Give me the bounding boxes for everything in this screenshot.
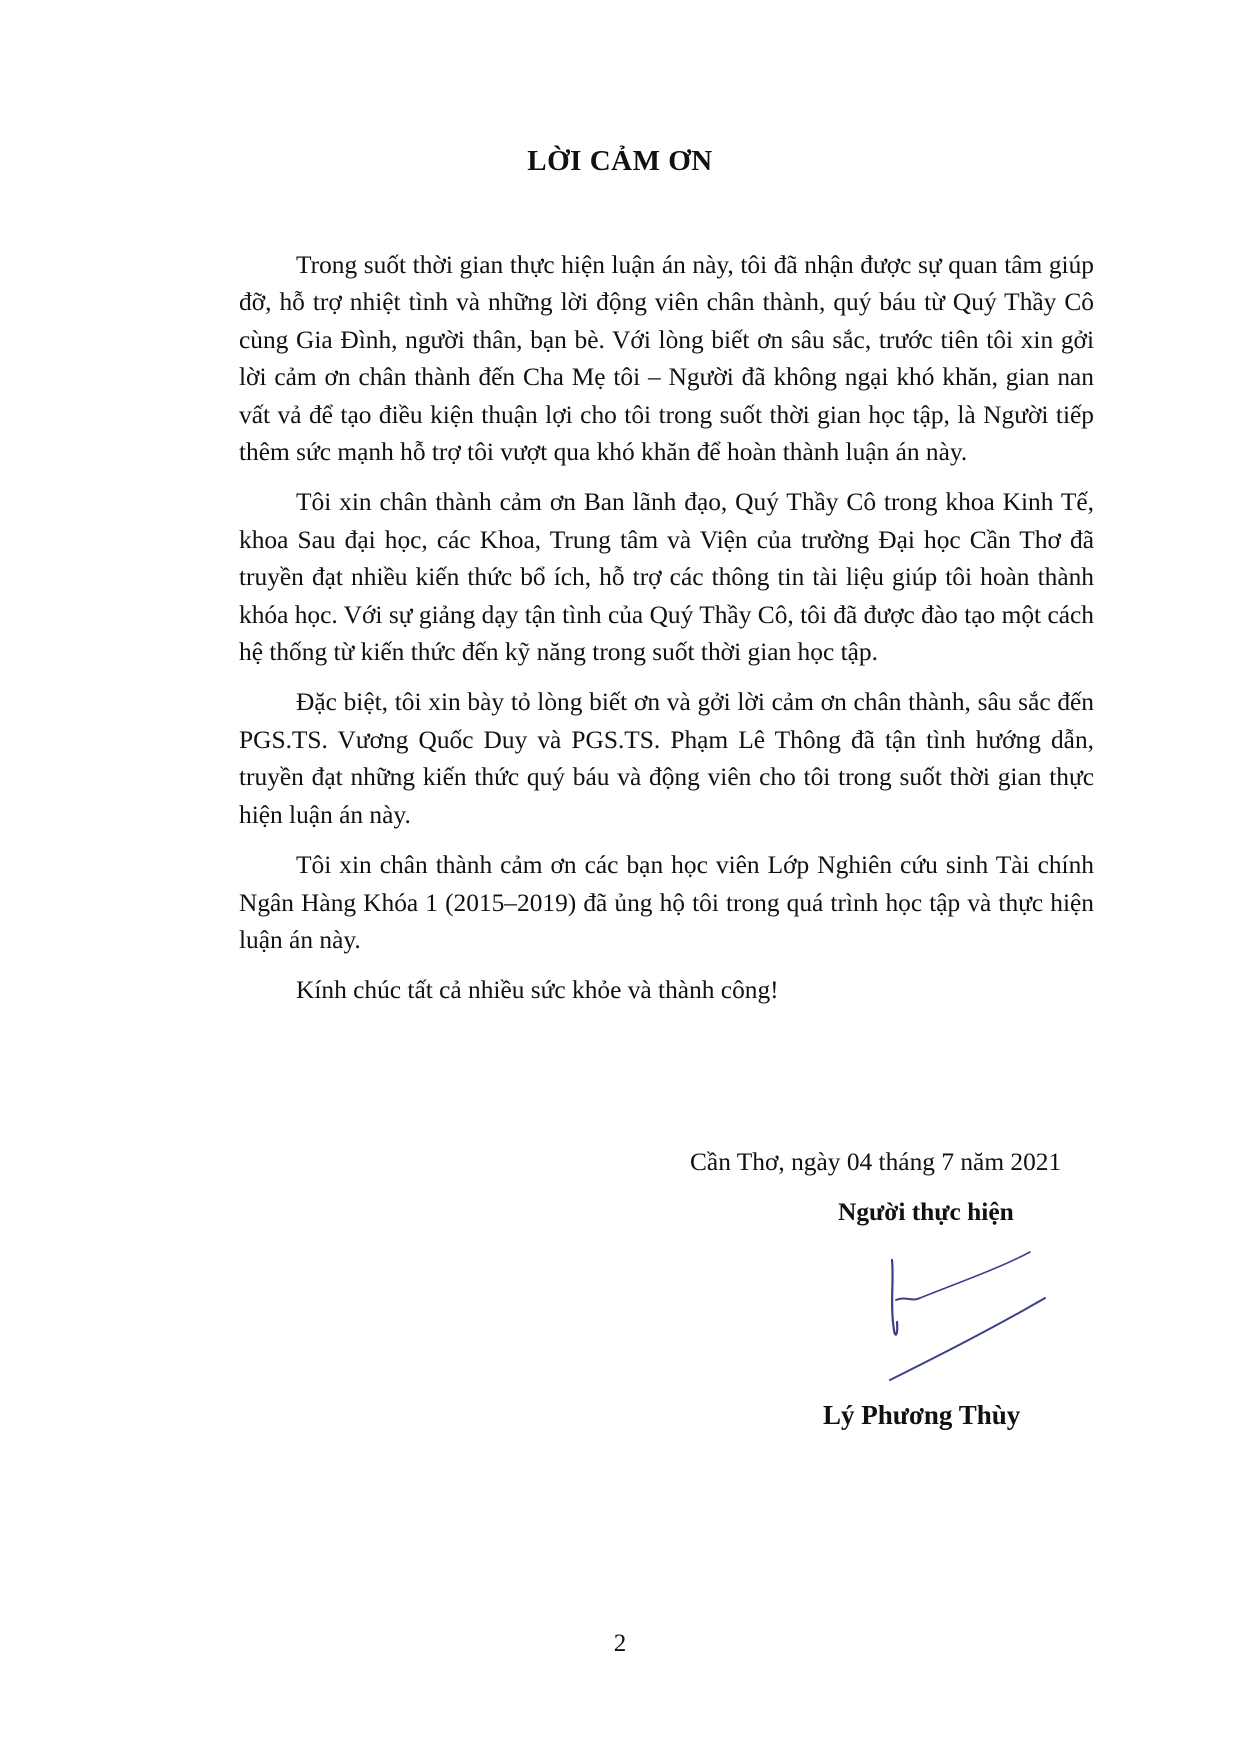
date-line: Cần Thơ, ngày 04 tháng 7 năm 2021 [690,1148,1062,1176]
paragraph-2: Tôi xin chân thành cảm ơn Ban lãnh đạo, Quý Thầy Cô trong khoa Kinh Tế, khoa Sau đại học, các Khoa, Trung tâm và Viện của trường Đại học Cần Thơ đã truyền đạt nhiều kiến thức bổ ích, hỗ trợ các thông tin tài liệu giúp tôi hoàn thành khóa học. Với sự giảng dạy tận tình của Quý Thầy Cô, tôi đã được đào tạo một cách hệ thống từ kiến thức đến kỹ năng trong suốt thời gian học tập. [239,488,1094,667]
signer-name: Lý Phương Thùy [823,1400,1021,1430]
page-title: LỜI CẢM ƠN [527,145,713,177]
page-number: 2 [613,1630,627,1657]
paragraph-5: Kính chúc tất cả nhiều sức khỏe và thành công! [296,976,779,1005]
paragraph-4: Tôi xin chân thành cảm ơn các bạn học viên Lớp Nghiên cứu sinh Tài chính Ngân Hàng Khóa 1 (2015–2019) đã ủng hộ tôi trong quá trình học tập và thực hiện luận án này. [239,851,1094,954]
handwritten-signature [880,1250,1050,1390]
paragraph-3: Đặc biệt, tôi xin bày tỏ lòng biết ơn và gởi lời cảm ơn chân thành, sâu sắc đến PGS.TS. Vương Quốc Duy và PGS.TS. Phạm Lê Thông đã tận tình hướng dẫn, truyền đạt những kiến thức quý báu và động viên cho tôi trong suốt thời gian thực hiện luận án này. [239,688,1094,829]
signature-stroke-vertical [892,1260,897,1335]
paragraph-1: Trong suốt thời gian thực hiện luận án này, tôi đã nhận được sự quan tâm giúp đỡ, hỗ trợ nhiệt tình và những lời động viên chân thành, quý báu từ Quý Thầy Cô cùng Gia Đình, người thân, bạn bè. Với lòng biết ơn sâu sắc, trước tiên tôi xin gởi lời cảm ơn chân thành đến Cha Mẹ tôi – Người đã không ngại khó khăn, gian nan vất vả để tạo điều kiện thuận lợi cho tôi trong suốt thời gian học tập, là Người tiếp thêm sức mạnh hỗ trợ tôi vượt qua khó khăn để hoàn thành luận án này. [239,251,1094,467]
signature-stroke-lower [890,1298,1045,1380]
signature-stroke-upper [920,1252,1030,1298]
acknowledgement-body [239,247,1094,1023]
signature-stroke-hook [896,1298,920,1300]
signer-role: Người thực hiện [838,1198,1014,1226]
